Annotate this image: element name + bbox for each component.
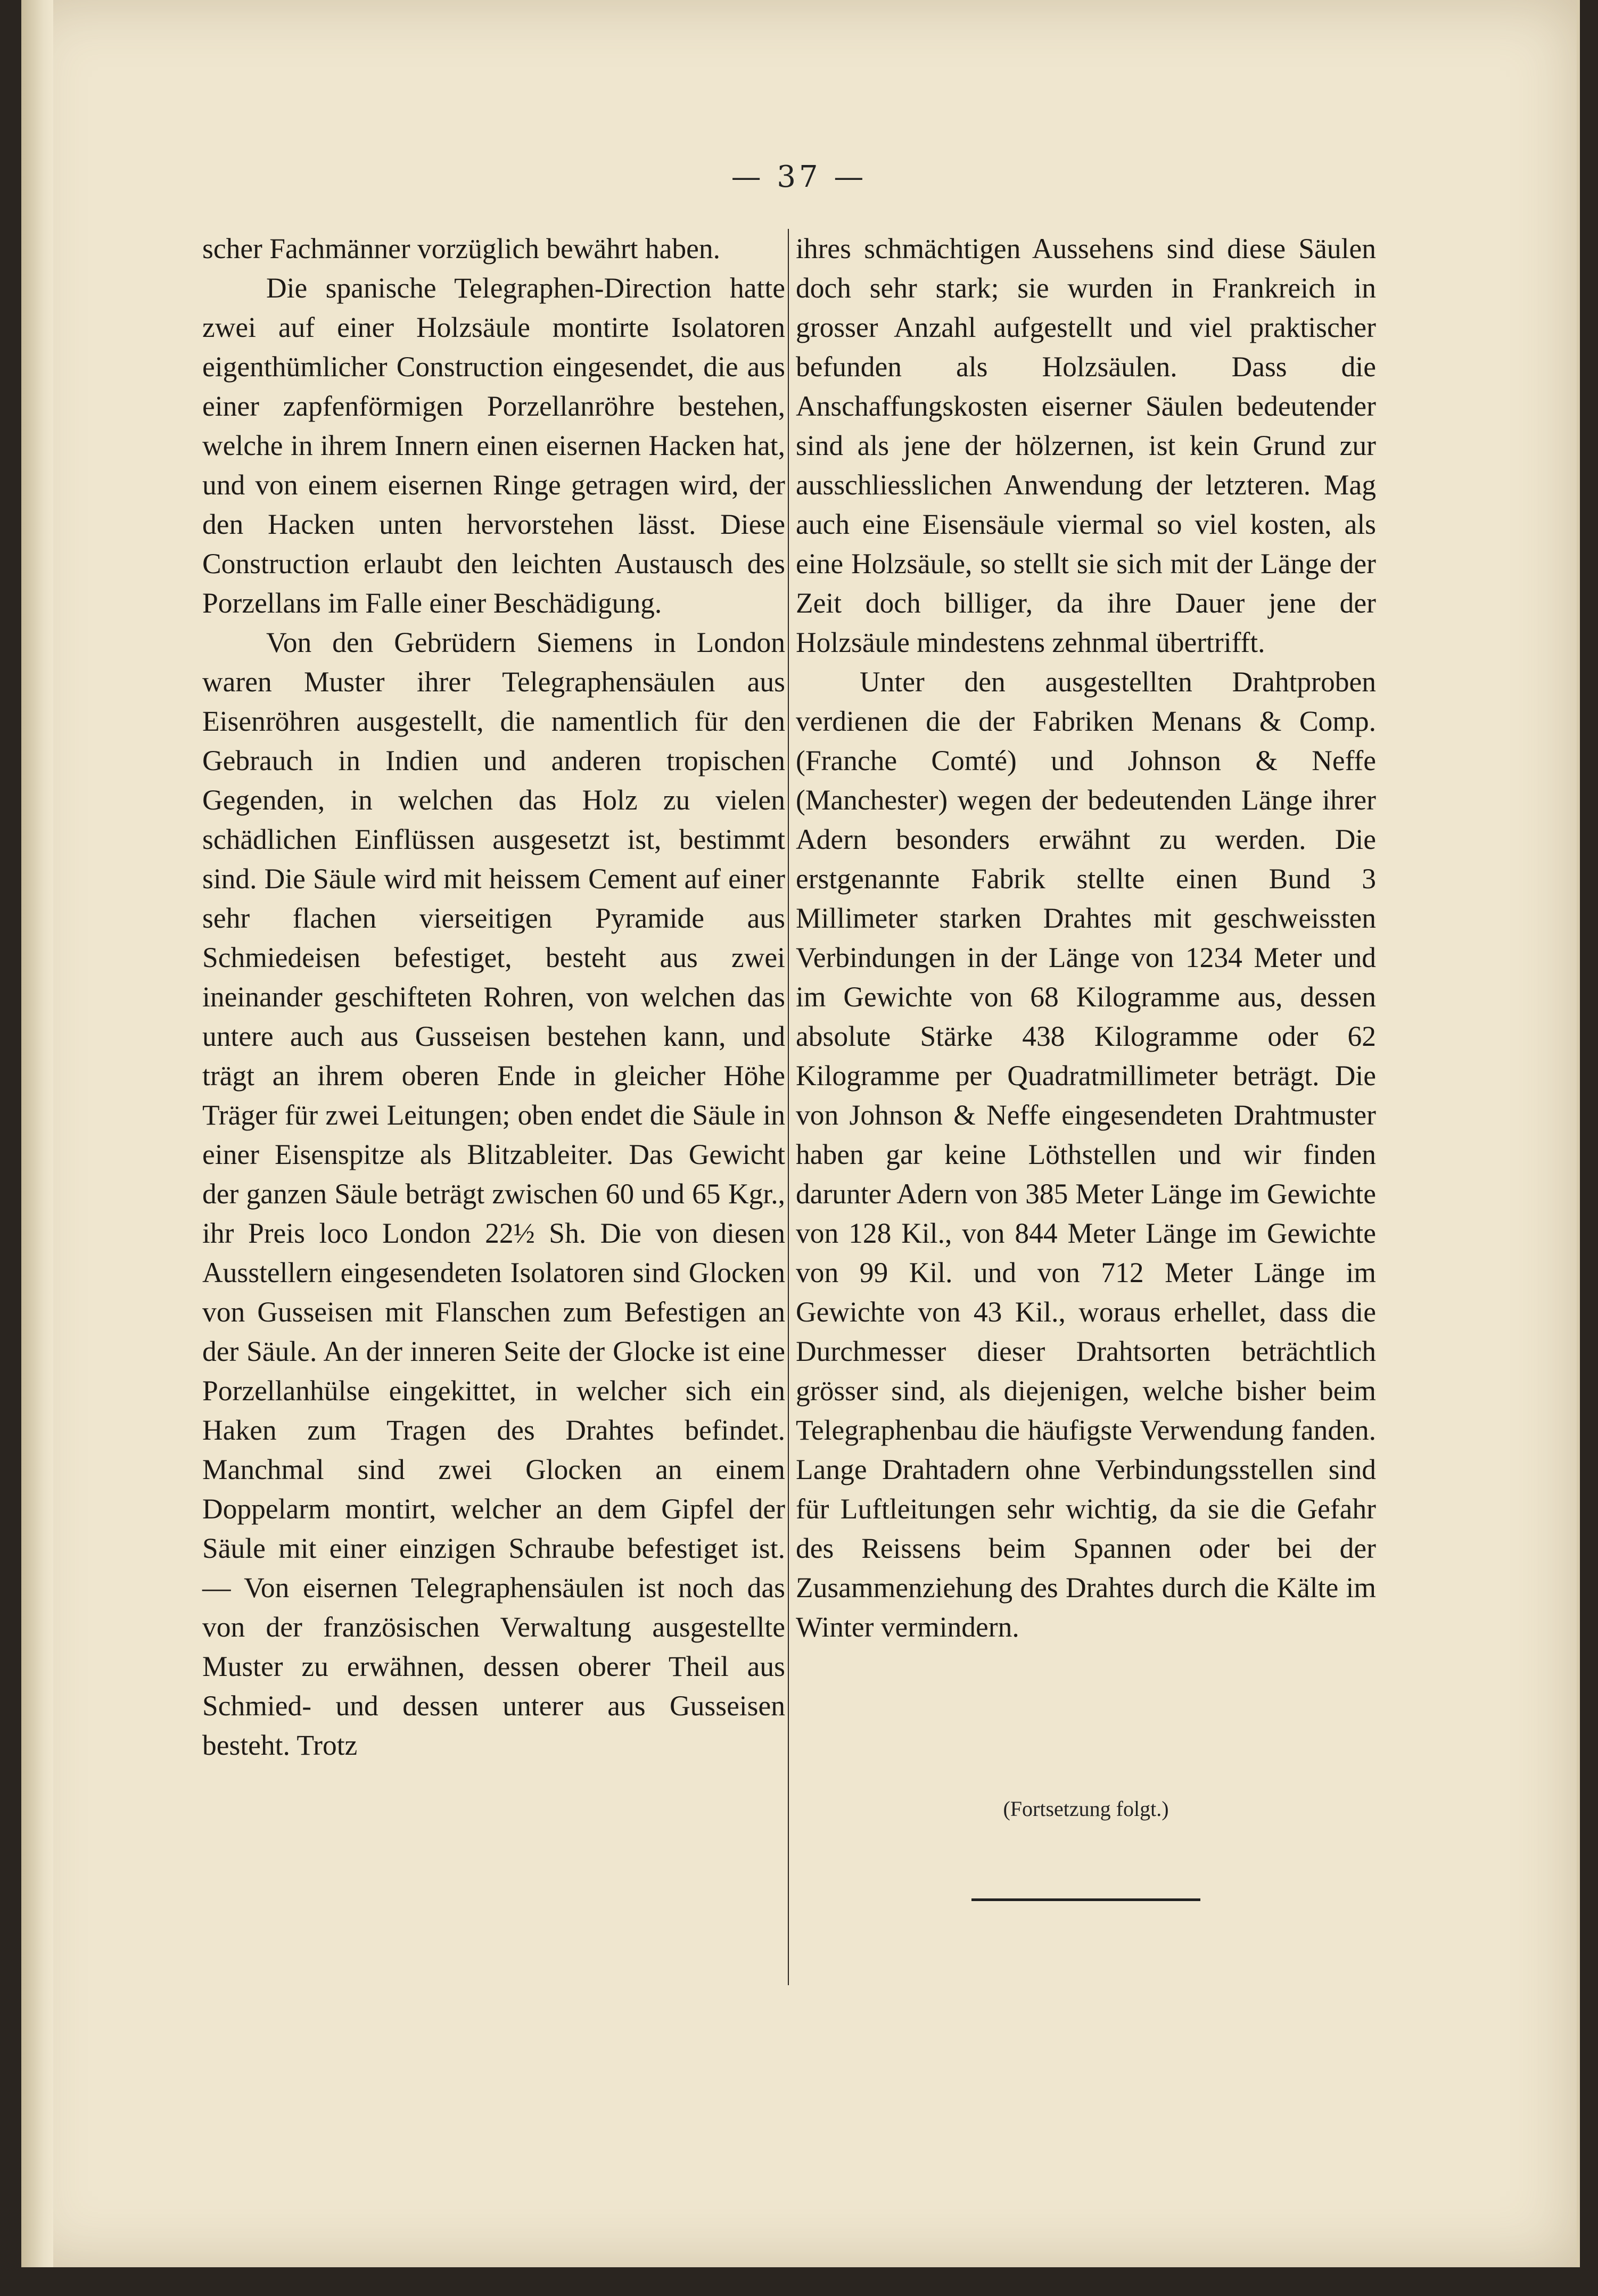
left-paragraph-1: scher Fachmänner vorzüglich bewährt haben. [202,233,721,265]
left-column [202,229,785,1765]
right-column [796,229,1376,1647]
page-number: — 37 — [731,160,867,194]
left-paragraph-3: Von den Gebrüdern Siemens in London waren Muster ihrer Telegraphensäulen aus Eisenröhren ausgestellt, die namentlich für den Gebrauch in Indien und anderen tropischen Gegenden, in welchen das Holz zu vielen schädlichen Einflüssen ausgesetzt ist, bestimmt sind. Die Säule wird mit heissem Cement auf einer sehr flachen vierseitigen Pyramide aus Schmiedeisen befestiget, besteht aus zwei ineinander geschifteten Rohren, von welchen das untere auch aus Gusseisen bestehen kann, und trägt an ihrem oberen Ende in gleicher Höhe Träger für zwei Leitungen; oben endet die Säule in einer Eisenspitze als Blitzableiter. Das Gewicht der ganzen Säule beträgt zwischen 60 und 65 Kgr., ihr Preis loco London 22½ Sh. Die von diesen Ausstellern eingesendeten Isolatoren sind Glocken von Gusseisen mit Flanschen zum Befestigen an der Säule. An der inneren Seite der Glocke ist eine Porzellanhülse eingekittet, in welcher sich ein Haken zum Tragen des Drahtes befindet. Manchmal sind zwei Glocken an einem Doppelarm montirt, welcher an dem Gipfel der Säule mit einer einzigen Schraube befestiget ist. — Von eisernen Telegraphensäulen ist noch das von der französischen Verwaltung ausgestellte Muster zu erwähnen, dessen oberer Theil aus Schmied- und dessen unterer aus Gusseisen besteht. Trotz [202,626,785,1761]
left-paragraph-2: Die spanische Telegraphen-Direction hatte zwei auf einer Holzsäule montirte Isolatoren eigenthümlicher Construction eingesendet, die aus einer zapfenförmigen Porzellanröhre bestehen, welche in ihrem Innern einen eisernen Hacken hat, und von einem eisernen Ringe getragen wird, der den Hacken unten hervorstehen lässt. Diese Construction erlaubt den leichten Austausch des Porzellans im Falle einer Beschädigung. [202,272,785,619]
continued-note: (Fortsetzung folgt.) [1003,1797,1169,1821]
right-paragraph-2: Unter den ausgestellten Drahtproben verdienen die der Fabriken Menans & Comp. (Franche Comté) und Johnson & Neffe (Manchester) wegen der bedeutenden Länge ihrer Adern besonders erwähnt zu werden. Die erstgenannte Fabrik stellte einen Bund 3 Millimeter starken Drahtes mit geschweissten Verbindungen in der Länge von 1234 Meter und im Gewichte von 68 Kilogramme aus, dessen absolute Stärke 438 Kilogramme oder 62 Kilogramme per Quadratmillimeter beträgt. Die von Johnson & Neffe eingesendeten Drahtmuster haben gar keine Löthstellen und wir finden darunter Adern von 385 Meter Länge im Gewichte von 128 Kil., von 844 Meter Länge im Gewichte von 99 Kil. und von 712 Meter Länge im Gewichte von 43 Kil., woraus erhellet, dass die Durchmesser dieser Drahtsorten beträchtlich grösser sind, als diejenigen, welche bisher beim Telegraphenbau die häufigste Verwendung fanden. Lange Drahtadern ohne Verbindungsstellen sind für Luftleitungen sehr wichtig, da sie die Gefahr des Reissens beim Spannen oder bei der Zusammenziehung des Drahtes durch die Kälte im Winter vermindern. [796,666,1376,1643]
column-divider [788,229,789,1985]
page-spine-shadow [21,0,53,2267]
book-page [21,0,1580,2267]
right-paragraph-1: ihres schmächtigen Aussehens sind diese Säulen doch sehr stark; sie wurden in Frankreich in grosser Anzahl aufgestellt und viel praktischer befunden als Holzsäulen. Dass die Anschaffungskosten eiserner Säulen bedeutender sind als jene der hölzernen, ist kein Grund zur ausschliesslichen Anwendung der letzteren. Mag auch eine Eisensäule viermal so viel kosten, als eine Holzsäule, so stellt sie sich mit der Länge der Zeit doch billiger, da ihre Dauer jene der Holzsäule mindestens zehnmal übertrifft. [796,233,1376,658]
end-rule [971,1898,1200,1901]
